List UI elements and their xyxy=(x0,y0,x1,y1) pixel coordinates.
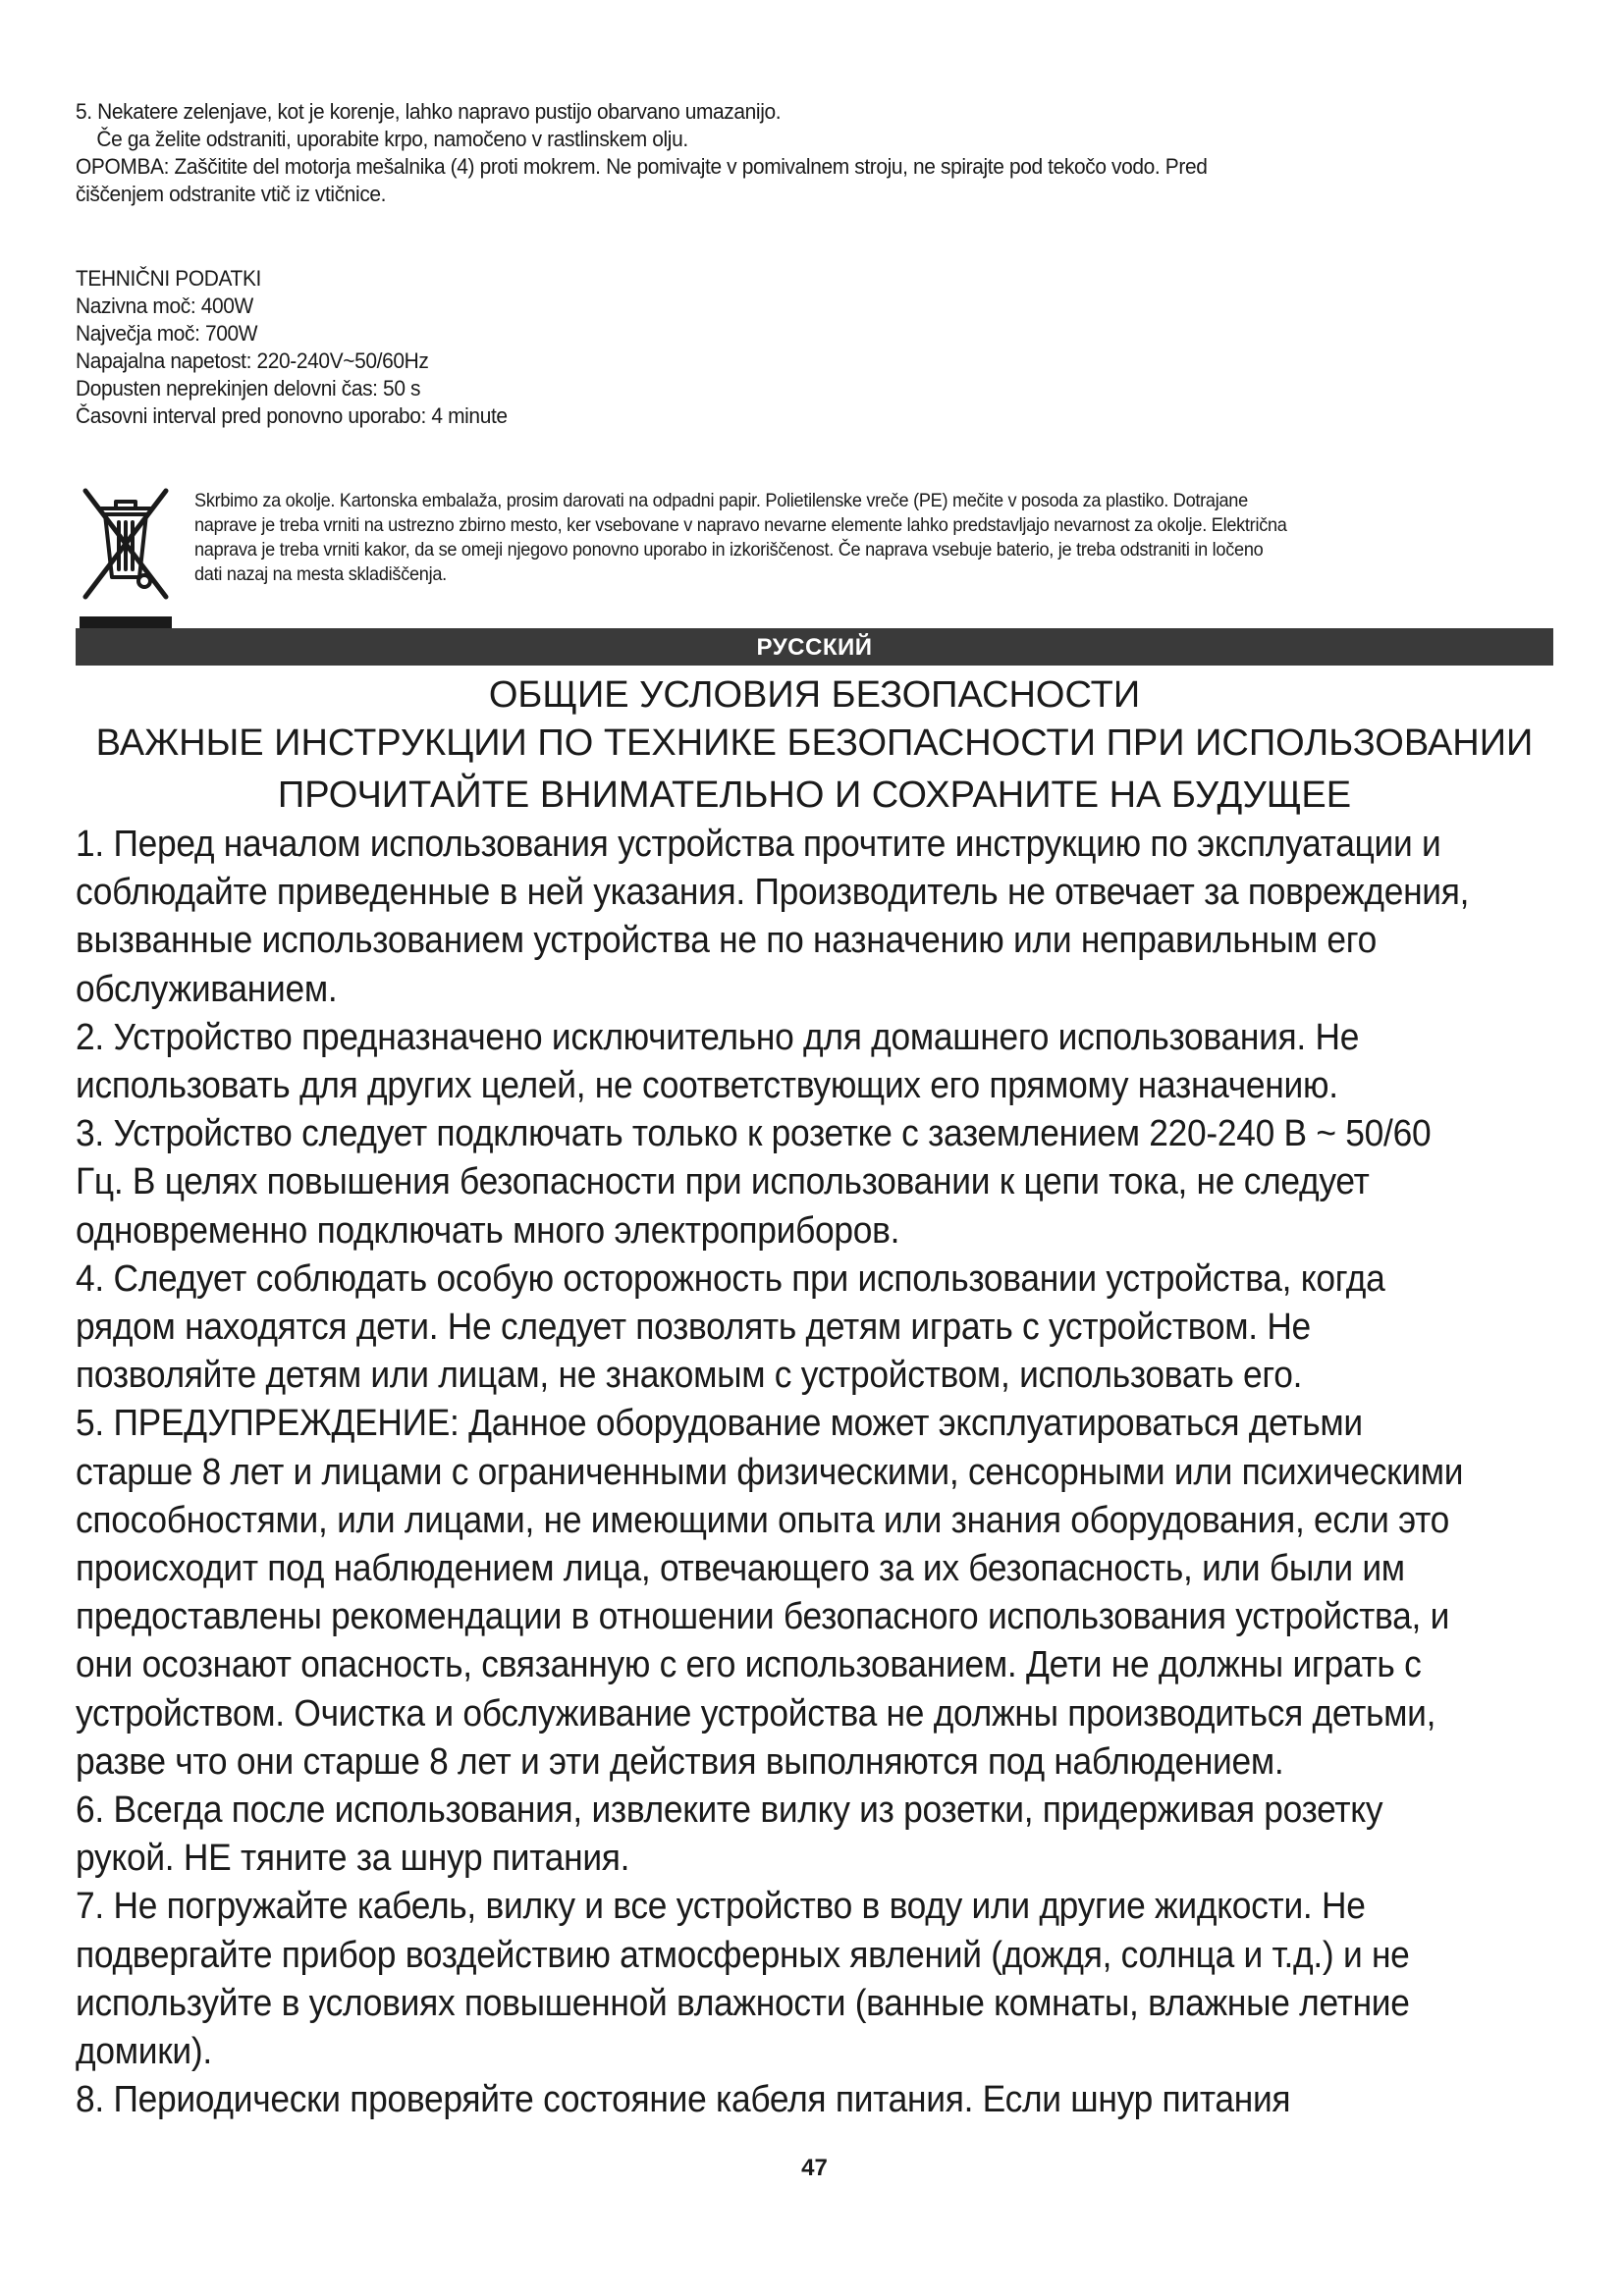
instruction-line: предоставлены рекомендации в отношении безопасного использования устройства, и xyxy=(76,1596,1450,1638)
instruction-line: 8. Периодически проверяйте состояние кабеля питания. Если шнур питания xyxy=(76,2079,1291,2121)
spec-line: Dopusten neprekinjen delovni čas: 50 s xyxy=(76,376,421,400)
technical-data-title: TEHNIČNI PODATKI xyxy=(76,266,261,291)
section-subheading: ВАЖНЫЕ ИНСТРУКЦИИ ПО ТЕХНИКЕ БЕЗОПАСНОСТИ ПРИ ИСПОЛЬЗОВАНИИ xyxy=(95,722,1534,764)
environment-notice-text xyxy=(194,489,1287,587)
instruction-line: 5. ПРЕДУПРЕЖДЕНИЕ: Данное оборудование может эксплуатироваться детьми xyxy=(76,1403,1363,1445)
instruction-line: 1. Перед началом использования устройства прочтите инструкцию по эксплуатации и xyxy=(76,824,1441,865)
section-heading: ОБЩИЕ УСЛОВИЯ БЕЗОПАСНОСТИ xyxy=(488,674,1141,716)
instruction-line: вызванные использованием устройства не по назначению или неправильным его xyxy=(76,920,1377,962)
instruction-line: использовать для других целей, не соответствующих его прямому назначению. xyxy=(76,1065,1338,1107)
instruction-line: рукой. НЕ тяните за шнур питания. xyxy=(76,1838,630,1880)
instruction-line: обслуживанием. xyxy=(76,968,338,1010)
instruction-line: происходит под наблюдением лица, отвечающего за их безопасность, или были им xyxy=(76,1548,1405,1590)
spec-line: Napajalna napetost: 220-240V~50/60Hz xyxy=(76,348,429,373)
slovenian-cleaning-notes xyxy=(76,98,1208,208)
weee-crossed-bin-icon xyxy=(76,479,176,636)
note-line: OPOMBA: Zaščitite del motorja mešalnika (4) proti mokrem. Ne pomivajte v pomivalnem stroju, ne spirajte pod tekočo vodo. Pred xyxy=(76,154,1208,179)
eco-line: Skrbimo za okolje. Kartonska embalaža, prosim darovati na odpadni papir. Polietilenske vreče (PE) mečite v posoda za plastiko. Dotrajane xyxy=(194,490,1248,511)
eco-line: naprave je treba vrniti na ustrezno zbirno mesto, ker vsebovane v napravo nevarne elemente lahko predstavljajo nevarnost za okolje. Električna xyxy=(194,514,1287,536)
instruction-line: одновременно подключать много электроприборов. xyxy=(76,1209,900,1252)
instruction-line: Гц. В целях повышения безопасности при использовании к цепи тока, не следует xyxy=(76,1161,1370,1203)
instruction-line: они осознают опасность, связанную с его использованием. Дети не должны играть с xyxy=(76,1644,1422,1686)
instruction-line: соблюдайте приведенные в ней указания. Производитель не отвечает за повреждения, xyxy=(76,872,1470,914)
instruction-line: способностями, или лицами, не имеющими опыта или знания оборудования, если это xyxy=(76,1499,1450,1541)
spec-line: Časovni interval pred ponovno uporabo: 4 minute xyxy=(76,403,508,428)
page-number: 47 xyxy=(801,2155,828,2181)
spec-line: Največja moč: 700W xyxy=(76,321,258,346)
section-subheading: ПРОЧИТАЙТЕ ВНИМАТЕЛЬНО И СОХРАНИТЕ НА БУДУЩЕЕ xyxy=(277,774,1352,816)
instruction-line: 4. Следует соблюдать особую осторожность при использовании устройства, когда xyxy=(76,1257,1385,1300)
instruction-line: 6. Всегда после использования, извлеките вилку из розетки, придерживая розетку xyxy=(76,1789,1383,1832)
spec-line: Nazivna moč: 400W xyxy=(76,294,253,318)
instruction-line: рядом находятся дети. Не следует позволять детям играть с устройством. Не xyxy=(76,1307,1311,1349)
safety-instructions xyxy=(76,821,1555,2124)
instruction-line: 2. Устройство предназначено исключительно для домашнего использования. Не xyxy=(76,1016,1360,1058)
environment-notice xyxy=(76,479,1553,646)
instruction-line: позволяйте детям или лицам, не знакомым с устройством, использовать его. xyxy=(76,1355,1303,1397)
language-section-bar: РУССКИЙ xyxy=(76,628,1553,666)
technical-data xyxy=(76,265,508,430)
instruction-line: разве что они старше 8 лет и эти действия выполняются под наблюдением. xyxy=(76,1740,1284,1783)
instruction-line: домики). xyxy=(76,2031,212,2073)
eco-line: naprava je treba vrniti kakor, da se omeji njegovo ponovno uporabo in izkoriščenost. Če naprava vsebuje baterio, je treba odstraniti in ločeno xyxy=(194,539,1264,561)
note-line: Če ga želite odstraniti, uporabite krpo, namočeno v rastlinskem olju. xyxy=(96,127,688,151)
note-line: 5. Nekatere zelenjave, kot je korenje, lahko napravo pustijo obarvano umazanijo. xyxy=(76,99,782,124)
instruction-line: 3. Устройство следует подключать только к розетке с заземлением 220-240 В ~ 50/60 xyxy=(76,1113,1432,1155)
instruction-line: старше 8 лет и лицами с ограниченными физическими, сенсорными или психическими xyxy=(76,1451,1464,1493)
note-line: čiščenjem odstranite vtič iz vtičnice. xyxy=(76,182,387,206)
eco-line: dati nazaj na mesta skladiščenja. xyxy=(194,563,447,585)
instruction-line: устройством. Очистка и обслуживание устройства не должны производиться детьми, xyxy=(76,1692,1436,1735)
instruction-line: 7. Не погружайте кабель, вилку и все устройство в воду или другие жидкости. Не xyxy=(76,1886,1366,1928)
instruction-line: подвергайте прибор воздействию атмосферных явлений (дождя, солнца и т.д.) и не xyxy=(76,1934,1410,1976)
instruction-line: используйте в условиях повышенной влажности (ванные комнаты, влажные летние xyxy=(76,1982,1410,2024)
